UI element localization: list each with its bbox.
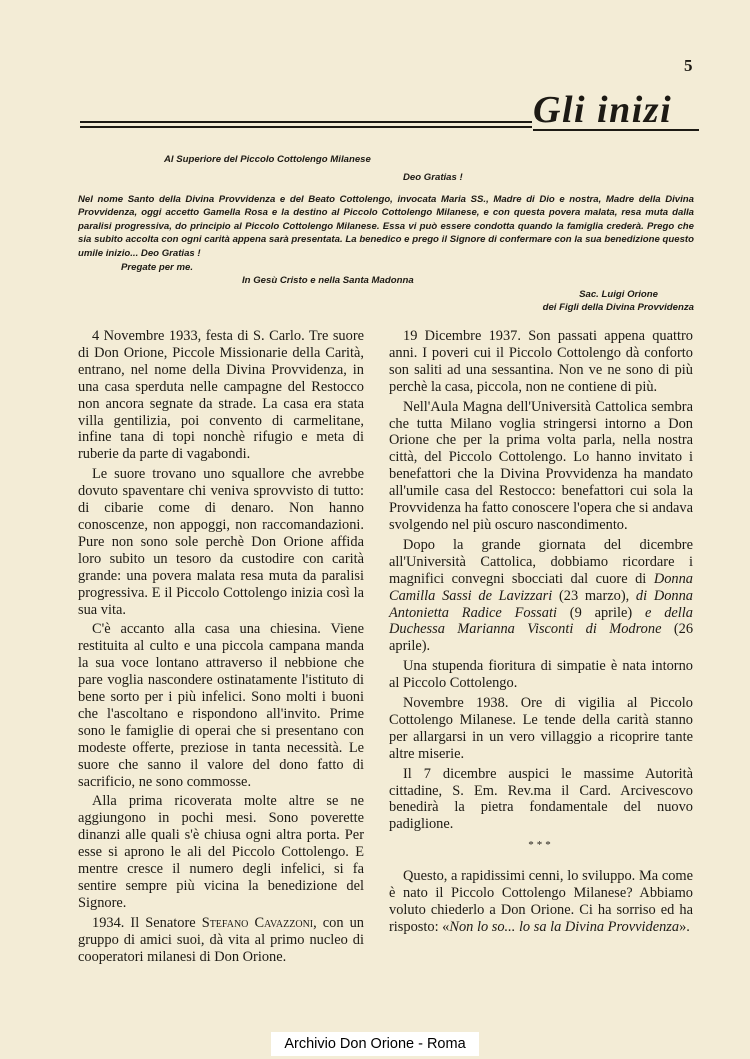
header-rule-bottom — [80, 126, 532, 128]
person-name: Stefano Cavazzoni — [201, 914, 314, 931]
paragraph: 1934. Il Senatore Stefano Cavazzoni, con un gruppo di amici suoi, dà vita al primo nucleo di cooperatori milanesi di Don Orione. — [78, 914, 364, 965]
archive-footer: Archivio Don Orione - Roma — [271, 1032, 479, 1056]
header-rule-top — [80, 121, 532, 123]
section-title: Gli inizi — [533, 89, 673, 131]
letter-signature-name: Sac. Luigi Orione — [579, 288, 658, 300]
paragraph: Alla prima ricoverata molte altre se ne aggiungono in pochi mesi. Sono poverette dinanzi alle quali s'è chiusa ogni altra porta. Per esse si aprono le ali del Piccolo Cottolengo. E mentre cresce il numero degli infelici, si fa sentire sempre più vicina la benedizione del Signore. — [78, 793, 364, 911]
article-column-left — [78, 328, 364, 969]
paragraph: Questo, a rapidissimi cenni, lo sviluppo. Ma come è nato il Piccolo Cottolengo Milanese? Abbiamo voluto chiederlo a Don Orione. Ci ha sorriso ed ha risposto: «Non lo so... lo sa la Divina Provvidenza». — [389, 868, 693, 935]
paragraph: Dopo la grande giornata del dicembre all'Università Cattolica, dobbiamo ricordare i magnifici convegni sbocciati dal cuore di Donna Camilla Sassi de Lavizzari (23 marzo), di Donna Antonietta Radice Fossati (9 aprile) e della Duchessa Marianna Visconti di Modrone (26 aprile). — [389, 536, 694, 655]
article-column-right — [389, 328, 693, 939]
paragraph: 19 Dicembre 1937. Son passati appena quattro anni. I poveri cui il Piccolo Cottolengo dà conforto son saliti ad una sessantina. Non ve ne sono di più perchè la casa, piccola, non ne contiene di più. — [389, 328, 693, 395]
letter-greeting: Deo Gratias ! — [403, 172, 463, 183]
letter-closing: Pregate per me. — [121, 261, 193, 273]
letter-blessing: In Gesù Cristo e nella Santa Madonna — [242, 275, 414, 287]
page-number: 5 — [684, 56, 693, 75]
paragraph: Nell'Aula Magna dell'Università Cattolica sembra che tutta Milano voglia stringersi intorno a Don Orione che per la prima volta parla, nella nostra città, del Piccolo Cottolengo. Lo hanno invitato i benefattori che la Divina Provvidenza ha mandato all'umile casa del Restocco: benefattori cui sola la Provvidenza ha fatto conoscere l'opera che si andava svolgendo nel più oscuro nascondimento. — [389, 398, 693, 533]
paragraph: C'è accanto alla casa una chiesina. Viene restituita al culto e una piccola campana manda la sua voce lontano attraverso il nebbione che pare voglia nascondere ostinatamente l'istituto di bene sorto per i più infelici. Sono molti i buoni che l'ascoltano e rispondono all'invito. Prime sono le famiglie di operai che si presentano con modeste offerte, preziose in tanta necessità. Le suore che sanno il valore del dono fatto di sacrificio, ne sono commosse. — [78, 621, 364, 790]
paragraph: 4 Novembre 1933, festa di S. Carlo. Tre suore di Don Orione, Piccole Missionarie della Carità, entrano, nel nome della Divina Provvidenza, in una casa sperduta nelle campagne del Restocco non ancora segnate da strade. La casa era stata villa gentilizia, poi convento di carmelitane, infine tana di topi nonchè rifugio e meta di ruberie da parte di vagabondi. — [78, 328, 364, 463]
letter-addressee: Al Superiore del Piccolo Cottolengo Milanese — [164, 154, 371, 165]
paragraph: Una stupenda fioritura di simpatie è nata intorno al Piccolo Cottolengo. — [389, 658, 693, 692]
founding-letter — [78, 153, 694, 315]
section-separator: *** — [528, 839, 554, 852]
paragraph: Le suore trovano uno squallore che avrebbe dovuto spaventare chi veniva sprovvisto di tutto: di cibarie come di denaro. Non hanno conoscenze, non appoggi, non raccomandazioni. Pure non sono sole perchè Don Orione affida loro subito un tesoro da custodire con carità grande: una povera malata resa muta da paralisi progressiva. E il Piccolo Cottolengo inizia così la sua vita. — [78, 466, 364, 618]
letter-signature-title: dei Figli della Divina Provvidenza — [542, 302, 694, 314]
letter-body: Nel nome Santo della Divina Provvidenza e del Beato Cottolengo, invocata Maria SS., Madre di Dio e nostra, Madre della Divina Provvidenza, oggi accetto Gamella Rosa e la destino al Piccolo Cottolengo Milanese, e con questa povera malata, resa muta dalla paralisi progressiva, do principio al Piccolo Cottolengo Milanese. Essa vi può essere condotta quando la famiglia crederà. Prego che sia subito accolta con ogni carità appena sarà presentata. La benedico e prego il Signore di confermare con la sua benedizione questo umile inizio... Deo Gratias ! — [78, 193, 694, 259]
paragraph: Novembre 1938. Ore di vigilia al Piccolo Cottolengo Milanese. Le tende della carità stanno per allargarsi in un vero villaggio a ricoprire tante altre miserie. — [389, 695, 693, 762]
title-underline — [533, 129, 699, 131]
paragraph: Il 7 dicembre auspici le massime Autorità cittadine, S. Em. Rev.ma il Card. Arcivescovo benedirà la pietra fondamentale del nuovo padiglione. — [389, 765, 693, 833]
